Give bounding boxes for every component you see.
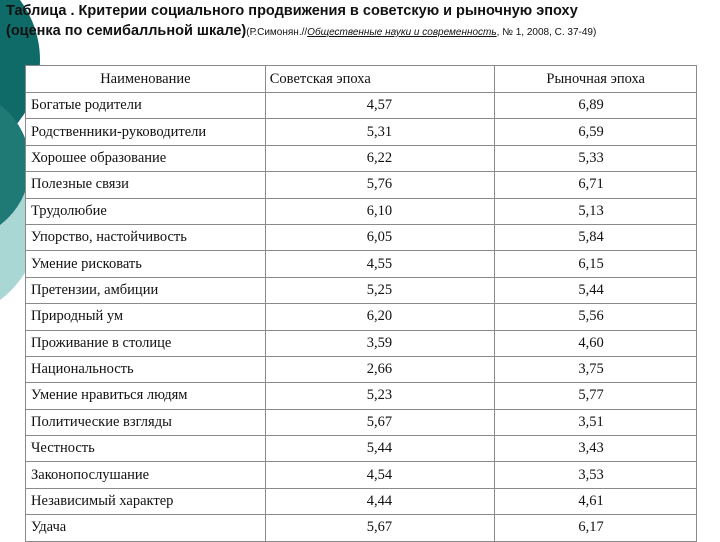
cell-market: 3,53: [495, 462, 697, 488]
title-scale-note: (оценка по семибалльной шкале): [6, 23, 247, 39]
title-line-1: Таблица . Критерии социального продвижения в советскую и рыночную эпоху: [6, 3, 578, 19]
cell-criterion: Умение нравиться людям: [26, 383, 266, 409]
table-row: [26, 198, 697, 224]
source-citation: [246, 27, 596, 38]
cell-market: 4,60: [495, 330, 697, 356]
source-prefix: (Р.Симонян.//: [246, 27, 308, 38]
cell-criterion: Полезные связи: [26, 172, 266, 198]
cell-criterion: Честность: [26, 436, 266, 462]
table-header-row: [26, 66, 697, 93]
cell-criterion: Упорство, настойчивость: [26, 224, 266, 250]
table-row: [26, 488, 697, 514]
cell-market: 5,13: [495, 198, 697, 224]
cell-market: 6,71: [495, 172, 697, 198]
criteria-table: [25, 65, 697, 542]
table-row: [26, 409, 697, 435]
table-row: [26, 224, 697, 250]
cell-soviet: 4,44: [265, 488, 495, 514]
table-row: [26, 436, 697, 462]
cell-market: 3,43: [495, 436, 697, 462]
cell-criterion: Родственники-руководители: [26, 119, 266, 145]
cell-market: 6,89: [495, 93, 697, 119]
table-row: [26, 145, 697, 171]
cell-criterion: Природный ум: [26, 304, 266, 330]
header-name: Наименование: [26, 66, 266, 93]
cell-criterion: Претензии, амбиции: [26, 277, 266, 303]
cell-market: 6,17: [495, 515, 697, 541]
table-row: [26, 172, 697, 198]
cell-criterion: Национальность: [26, 356, 266, 382]
cell-soviet: 2,66: [265, 356, 495, 382]
table-row: [26, 251, 697, 277]
cell-soviet: 4,57: [265, 93, 495, 119]
cell-soviet: 6,20: [265, 304, 495, 330]
cell-soviet: 6,22: [265, 145, 495, 171]
cell-soviet: 5,31: [265, 119, 495, 145]
cell-soviet: 3,59: [265, 330, 495, 356]
cell-market: 5,33: [495, 145, 697, 171]
cell-market: 6,59: [495, 119, 697, 145]
source-journal: Общественные науки и современность: [307, 27, 497, 38]
cell-soviet: 5,44: [265, 436, 495, 462]
cell-criterion: Независимый характер: [26, 488, 266, 514]
table-row: [26, 277, 697, 303]
cell-soviet: 6,10: [265, 198, 495, 224]
cell-criterion: Законопослушание: [26, 462, 266, 488]
cell-soviet: 6,05: [265, 224, 495, 250]
table-row: [26, 383, 697, 409]
cell-criterion: Хорошее образование: [26, 145, 266, 171]
cell-soviet: 4,54: [265, 462, 495, 488]
cell-soviet: 5,25: [265, 277, 495, 303]
cell-market: 5,84: [495, 224, 697, 250]
cell-criterion: Трудолюбие: [26, 198, 266, 224]
cell-market: 6,15: [495, 251, 697, 277]
cell-soviet: 5,67: [265, 409, 495, 435]
cell-market: 5,44: [495, 277, 697, 303]
page-title: [6, 1, 596, 43]
header-soviet: Советская эпоха: [265, 66, 495, 93]
cell-criterion: Политические взгляды: [26, 409, 266, 435]
cell-criterion: Умение рисковать: [26, 251, 266, 277]
table-row: [26, 93, 697, 119]
table-row: [26, 304, 697, 330]
cell-soviet: 5,76: [265, 172, 495, 198]
table-row: [26, 515, 697, 541]
cell-soviet: 4,55: [265, 251, 495, 277]
cell-soviet: 5,23: [265, 383, 495, 409]
table-row: [26, 119, 697, 145]
cell-market: 4,61: [495, 488, 697, 514]
source-suffix: , № 1, 2008, С. 37-49): [496, 27, 597, 38]
cell-market: 5,56: [495, 304, 697, 330]
header-market: Рыночная эпоха: [495, 66, 697, 93]
table-body: [26, 93, 697, 542]
cell-market: 3,75: [495, 356, 697, 382]
table-row: [26, 330, 697, 356]
cell-market: 3,51: [495, 409, 697, 435]
table-row: [26, 356, 697, 382]
cell-criterion: Удача: [26, 515, 266, 541]
table-row: [26, 462, 697, 488]
cell-soviet: 5,67: [265, 515, 495, 541]
cell-criterion: Богатые родители: [26, 93, 266, 119]
cell-criterion: Проживание в столице: [26, 330, 266, 356]
cell-market: 5,77: [495, 383, 697, 409]
title-line-2: [6, 21, 596, 43]
